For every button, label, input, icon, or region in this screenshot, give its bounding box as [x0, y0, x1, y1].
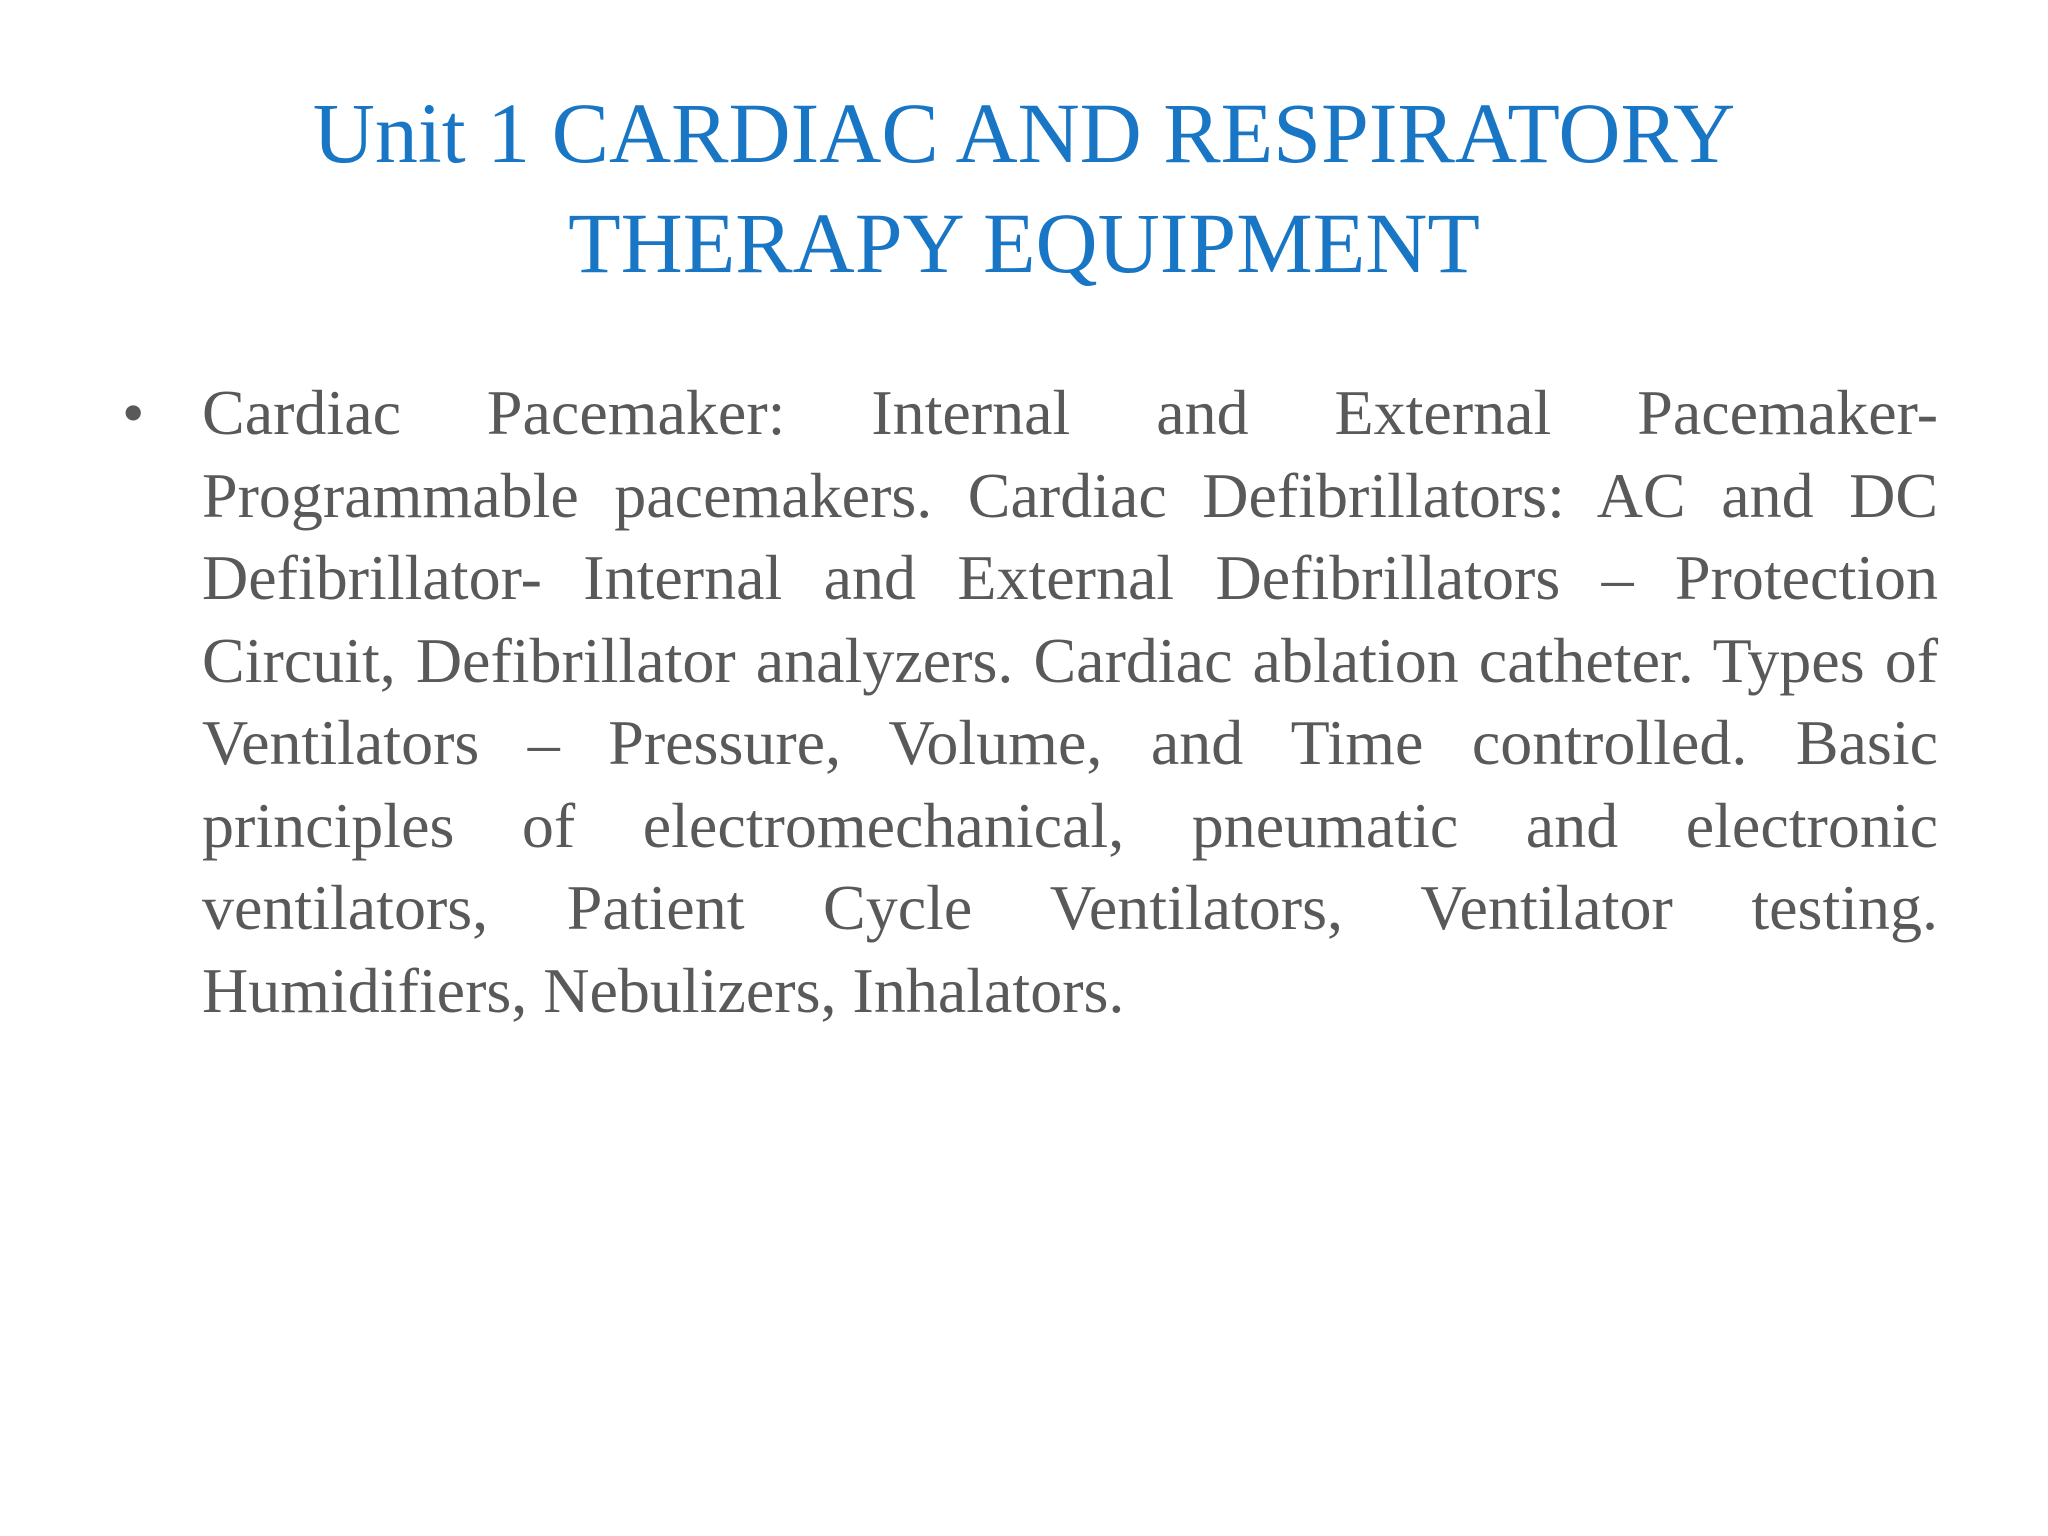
bullet-icon: • [122, 377, 145, 448]
bullet-text: Cardiac Pacemaker: Internal and External Pacemaker- Programmable pacemakers. Cardiac Defibrillators: AC and DC Defibrillator- Internal and External Defibrillators – Protection Circuit, Defibrillator analyzers. Cardiac ablation catheter. Types of Ventilators – Pressure, Volume, and Time controlled. Basic principles of electromechanical, pneumatic and electronic ventilators, Patient Cycle Ventilators, Ventilator testing. Humidifiers, Nebulizers, Inhalators. [202, 377, 1938, 1026]
slide-content [118, 372, 1938, 1032]
slide-title [180, 78, 1868, 298]
bullet-item [118, 372, 1938, 1032]
slide-title-line-1: Unit 1 CARDIAC AND RESPIRATORY [312, 85, 1736, 181]
bullet-list [118, 372, 1938, 1032]
slide-title-line-2: THERAPY EQUIPMENT [568, 195, 1480, 291]
